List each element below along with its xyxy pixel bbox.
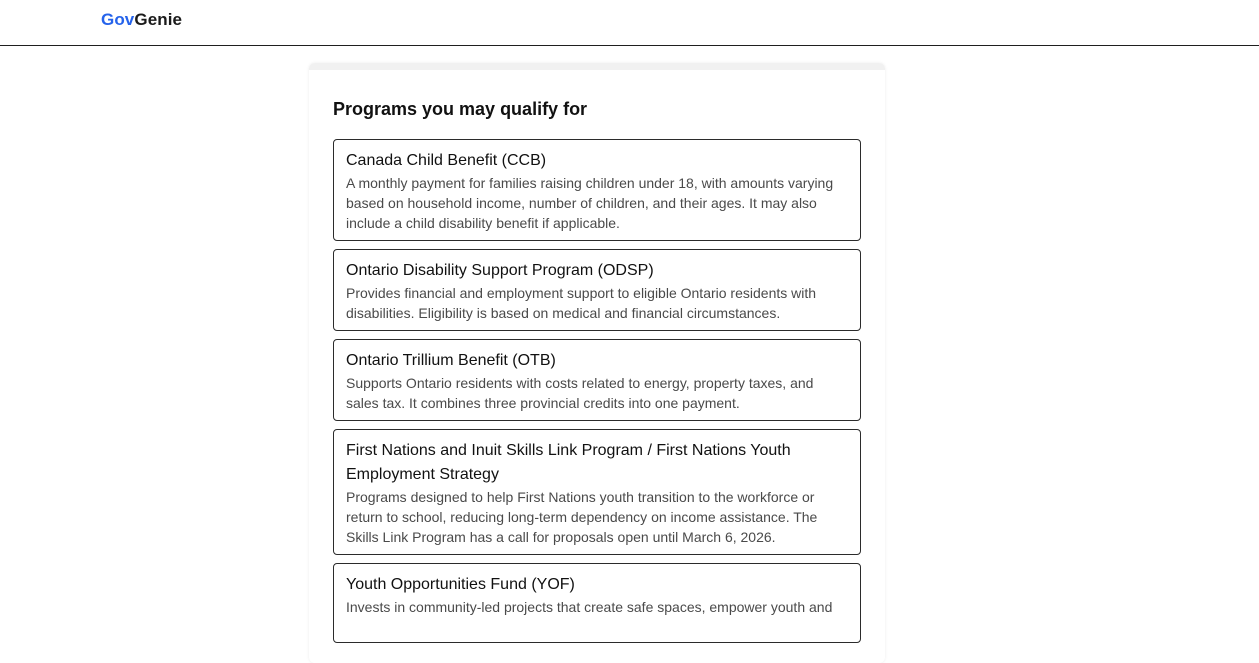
program-description: Supports Ontario residents with costs related to energy, property taxes, and sales tax. It combines three provincial credits into one payment. [346, 375, 814, 411]
program-description: Invests in community-led projects that create safe spaces, empower youth and [346, 599, 833, 615]
panel-top-strip [309, 63, 885, 70]
logo-gov-text: Gov [101, 10, 135, 29]
results-panel [309, 63, 885, 663]
program-title: Ontario Trillium Benefit (OTB) [346, 352, 556, 369]
logo-genie-text: Genie [134, 10, 183, 29]
program-title: Youth Opportunities Fund (YOF) [346, 576, 575, 593]
program-description: A monthly payment for families raising children under 18, with amounts varying based on household income, number of children, and their ages. It may also include a child disability benefit if applicable. [346, 175, 834, 231]
program-card-yof[interactable] [333, 563, 861, 643]
program-description: Programs designed to help First Nations youth transition to the workforce or return to school, reducing long-term dependency on income assistance. The Skills Link Program has a call for proposals open until March 6, 2026. [346, 489, 818, 545]
govgenie-logo[interactable] [101, 10, 182, 30]
program-card-skills-link[interactable] [333, 429, 861, 555]
program-description: Provides financial and employment support to eligible Ontario residents with disabilities. Eligibility is based on medical and financial circumstances. [346, 285, 817, 321]
program-card-otb[interactable] [333, 339, 861, 421]
program-card-odsp[interactable] [333, 249, 861, 331]
page-title: Programs you may qualify for [333, 99, 588, 119]
program-title: Canada Child Benefit (CCB) [346, 152, 547, 169]
program-title: Ontario Disability Support Program (ODSP) [346, 262, 654, 279]
program-title: First Nations and Inuit Skills Link Program / First Nations Youth Employment Strategy [346, 442, 791, 483]
program-card-ccb[interactable] [333, 139, 861, 241]
top-navigation-bar [0, 0, 1259, 46]
